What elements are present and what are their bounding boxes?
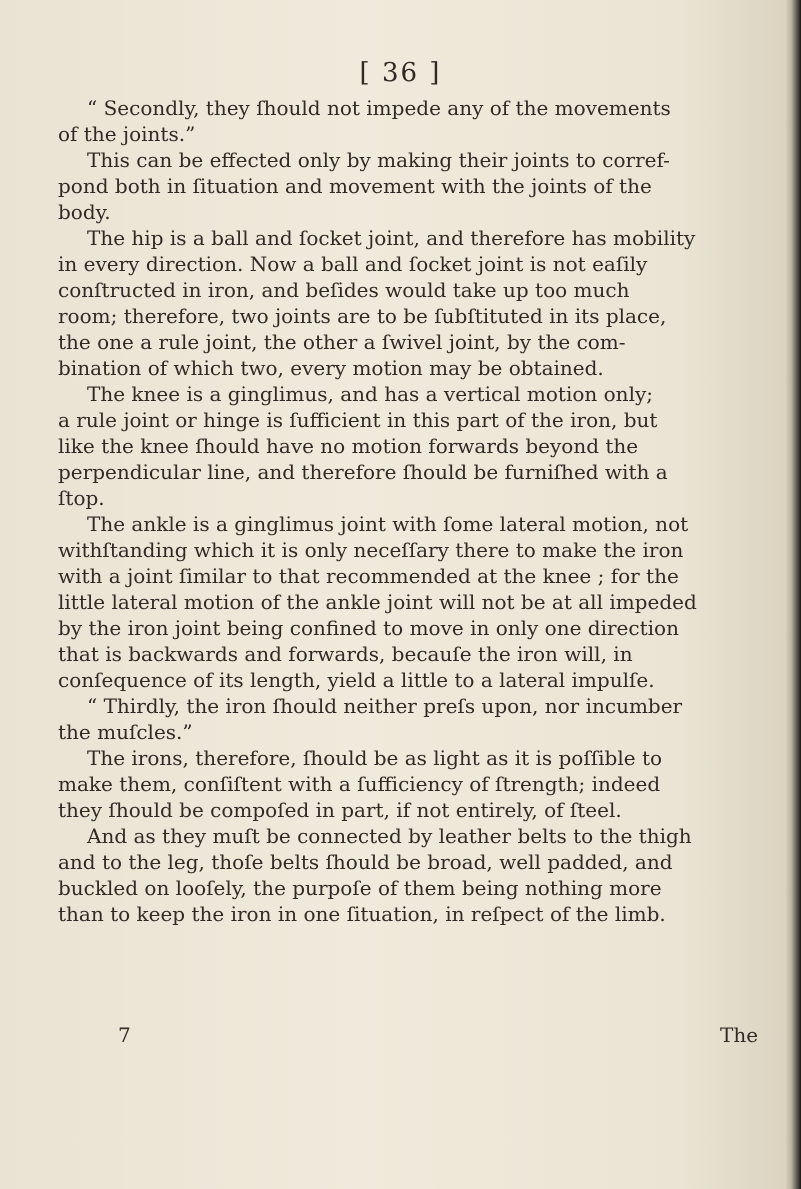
text-line: conſtructed in iron, and beſides would take up too much bbox=[58, 278, 630, 302]
text-line: and to the leg, thoſe belts ſhould be broad, well padded, and bbox=[58, 850, 673, 874]
text-line: And as they muſt be connected by leather belts to the thigh bbox=[87, 824, 692, 848]
text-line: like the knee ſhould have no motion forwards beyond the bbox=[58, 434, 639, 458]
text-line: The irons, therefore, ſhould be as light as it is poſſible to bbox=[87, 746, 663, 770]
body-text bbox=[58, 95, 793, 927]
signature-mark: 7 bbox=[118, 1023, 131, 1047]
text-line: a rule joint or hinge is ſufficient in this part of the iron, but bbox=[58, 408, 658, 432]
text-line: little lateral motion of the ankle joint will not be at all impeded bbox=[58, 590, 697, 614]
text-line: in every direction. Now a ball and ſocket joint is not eaſily bbox=[58, 252, 648, 276]
text-line: by the iron joint being confined to move in only one direction bbox=[58, 616, 679, 640]
text-line: they ſhould be compoſed in part, if not entirely, of ſteel. bbox=[58, 798, 622, 822]
text-line: the one a rule joint, the other a ſwivel joint, by the com- bbox=[58, 330, 626, 354]
text-line: The ankle is a ginglimus joint with ſome lateral motion, not bbox=[87, 512, 689, 536]
text-line: The hip is a ball and ſocket joint, and therefore has mobility bbox=[87, 226, 696, 250]
text-line: conſequence of its length, yield a little to a lateral impulſe. bbox=[58, 668, 655, 692]
text-line: “ Secondly, they ſhould not impede any of the movements bbox=[87, 96, 671, 120]
text-line: The knee is a ginglimus, and has a vertical motion only; bbox=[87, 382, 653, 406]
text-line: ſtop. bbox=[58, 486, 105, 510]
text-line: than to keep the iron in one ſituation, in reſpect of the limb. bbox=[58, 902, 666, 926]
text-line: that is backwards and forwards, becauſe the iron will, in bbox=[58, 642, 633, 666]
text-line: of the joints.” bbox=[58, 122, 196, 146]
text-line: body. bbox=[58, 200, 111, 224]
text-line: bination of which two, every motion may be obtained. bbox=[58, 356, 604, 380]
text-line: buckled on looſely, the purpoſe of them being nothing more bbox=[58, 876, 662, 900]
text-line: make them, conſiſtent with a ſufficiency of ſtrength; indeed bbox=[58, 772, 661, 796]
text-line: withſtanding which it is only neceſſary there to make the iron bbox=[58, 538, 684, 562]
page-number: [ 36 ] bbox=[359, 58, 442, 88]
footer-line bbox=[0, 1022, 801, 1048]
text-line: room; therefore, two joints are to be ſubſtituted in its place, bbox=[58, 304, 667, 328]
text-line: pond both in ſituation and movement with the joints of the bbox=[58, 174, 652, 198]
text-line: with a joint ſimilar to that recommended at the knee ; for the bbox=[58, 564, 679, 588]
text-line: “ Thirdly, the iron ſhould neither preſs upon, nor incumber bbox=[87, 694, 683, 718]
text-line: the muſcles.” bbox=[58, 720, 193, 744]
text-line: This can be effected only by making their joints to corref- bbox=[87, 148, 670, 172]
text-line: perpendicular line, and therefore ſhould be furniſhed with a bbox=[58, 460, 668, 484]
catchword: The bbox=[720, 1023, 759, 1047]
